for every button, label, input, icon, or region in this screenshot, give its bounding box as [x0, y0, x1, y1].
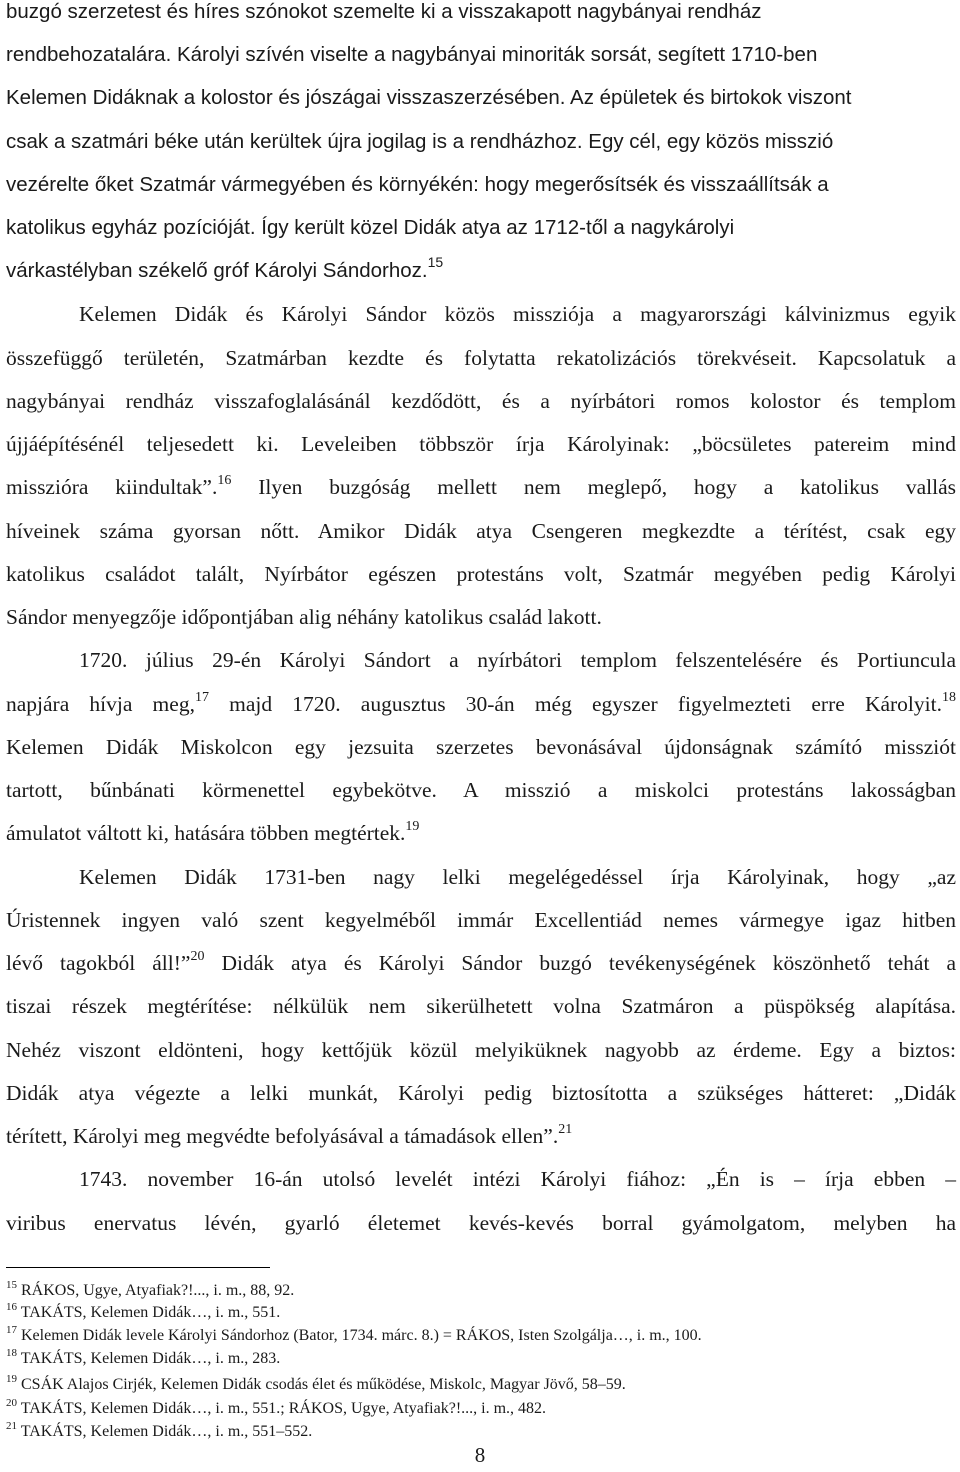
footnote-number: 19 — [6, 1372, 17, 1385]
text-line: Nehéz viszont eldönteni, hogy kettőjük közül melyiküknek nagyobb az érdeme. Egy a biztos: — [6, 1038, 956, 1062]
text-line: buzgó szerzetest és híres szónokot szemelte ki a visszakapott nagybányai rendház — [6, 0, 762, 23]
footnote-number: 20 — [6, 1396, 17, 1409]
text-line: várkastélyban székelő gróf Károlyi Sándorhoz.$^{15}$ — [6, 254, 444, 282]
footnote-ref: 19 — [405, 818, 420, 834]
text-line: újjáépítésénél teljesedett ki. Leveleiben többször írja Károlyinak: „böcsületes patereim mind — [6, 432, 956, 456]
text-line: tiszai részek megtérítése: nélkülük nem sikerülhetett volna Szatmáron a püspökség alapítása. — [6, 994, 956, 1018]
footnote-ref: 16 — [217, 472, 232, 488]
text-line: Kelemen Didák 1731-ben nagy lelki megelégedéssel írja Károlyinak, hogy „az — [79, 865, 956, 889]
text-line: csak a szatmári béke után kerültek újra jogilag is a rendházhoz. Egy cél, egy közös misszió — [6, 130, 834, 153]
text-line: misszióra kiindultak”.$^{16}$ Ilyen buzgóság mellett nem meglepő, hogy a katolikus vallás — [6, 472, 956, 499]
text-line: Kelemen Didák Miskolcon egy jezsuita szerzetes bevonásával újdonságnak számító missziót — [6, 735, 956, 759]
footnote: $^{21}$ TAKÁTS, Kelemen Didák…, i. m., 551–552. — [6, 1419, 313, 1440]
text-line: híveinek száma gyorsan nőtt. Amikor Didák atya Csengeren megkezdte a térítést, csak egy — [6, 519, 956, 543]
footnote-ref: 15 — [427, 254, 444, 271]
text-line: tartott, bűnbánati körmenettel egybekötve. A misszió a miskolci protestáns lakosságban — [6, 778, 956, 802]
text-line: Kelemen Didák és Károlyi Sándor közös missziója a magyarországi kálvinizmus egyik — [79, 302, 956, 326]
text-line: napjára hívja meg,$^{17}$ majd 1720. augusztus 30-án még egyszer figyelmezteti erre Károlyit.$^{18}$ — [6, 689, 956, 716]
text-line: vezérelte őket Szatmár vármegyében és környékén: hogy megerősítsék és visszaállítsák a — [6, 173, 829, 196]
text-line: Kelemen Didáknak a kolostor és jószágai visszaszerzésében. Az épületek és birtokok viszont — [6, 86, 852, 109]
footnote-ref: 17 — [194, 689, 209, 705]
text-line: rendbehozatalára. Károlyi szívén viselte a nagybányai minoriták sorsát, segített 1710-ben — [6, 43, 818, 66]
text-line: Úristennek ingyen való szent kegyelméből immár Excellentiád nemes vármegye igaz hitben — [6, 908, 956, 932]
footnote: $^{20}$ TAKÁTS, Kelemen Didák…, i. m., 551.; RÁKOS, Ugye, Atyafiak?!..., i. m., 482. — [6, 1396, 547, 1417]
footnote-number: 18 — [6, 1346, 17, 1359]
text-line: 1743. november 16-án utolsó levelét intézi Károlyi fiához: „Én is – írja ebben – — [79, 1167, 956, 1191]
page-number: 8 — [474, 1443, 486, 1467]
text-line: térített, Károlyi meg megvédte befolyásával a támadások ellen”.$^{21}$ — [6, 1121, 573, 1148]
footnote: $^{16}$ TAKÁTS, Kelemen Didák…, i. m., 551. — [6, 1300, 281, 1321]
footnote: $^{19}$ CSÁK Alajos Cirjék, Kelemen Didák csodás élet és működése, Miskolc, Magyar Jövő, 58–59. — [6, 1372, 626, 1393]
text-line: összefüggő területén, Szatmárban kezdte és folytatta rekatolizációs törekvéseit. Kapcsolatuk a — [6, 346, 956, 370]
text-line: Sándor menyegzője időpontjában alig néhány katolikus család lakott. — [6, 605, 602, 629]
footnote-number: 15 — [6, 1278, 17, 1291]
text-line: nagybányai rendház visszafoglalásánál kezdődött, és a nyírbátori romos kolostor és templom — [6, 389, 956, 413]
footnote-ref: 21 — [558, 1121, 573, 1137]
text-line: katolikus egyház pozícióját. Így került közel Didák atya az 1712-től a nagykárolyi — [6, 216, 735, 239]
footnote: $^{17}$ Kelemen Didák levele Károlyi Sándorhoz (Bator, 1734. márc. 8.) = RÁKOS, Isten Szolgálja…, i. m., 100. — [6, 1323, 702, 1344]
footnote-number: 16 — [6, 1300, 17, 1313]
text-line: viribus enervatus lévén, gyarló életemet kevés-kevés borral gyámolgatom, melyben ha — [6, 1211, 956, 1235]
footnote: $^{18}$ TAKÁTS, Kelemen Didák…, i. m., 283. — [6, 1346, 281, 1367]
text-line: katolikus családot talált, Nyírbátor egészen protestáns volt, Szatmár megyében pedig Károlyi — [6, 562, 956, 586]
footnote-ref: 20 — [190, 948, 205, 964]
footnote-number: 17 — [6, 1323, 17, 1336]
footnote-divider — [6, 1267, 270, 1268]
footnote: $^{15}$ RÁKOS, Ugye, Atyafiak?!..., i. m., 88, 92. — [6, 1278, 295, 1299]
text-line: 1720. július 29-én Károlyi Sándort a nyírbátori templom felszentelésére és Portiuncula — [79, 648, 956, 672]
text-line: Didák atya végezte a lelki munkát, Károlyi pedig biztosította a szükséges hátteret: „Didák — [6, 1081, 956, 1105]
text-line: ámulatot váltott ki, hatására többen megtértek.$^{19}$ — [6, 818, 420, 845]
footnote-number: 21 — [6, 1419, 17, 1432]
footnote-ref: 18 — [941, 689, 956, 705]
text-line: lévő tagokból áll!”$^{20}$ Didák atya és Károlyi Sándor buzgó tevékenységének köszönhető tehát a — [6, 948, 956, 975]
